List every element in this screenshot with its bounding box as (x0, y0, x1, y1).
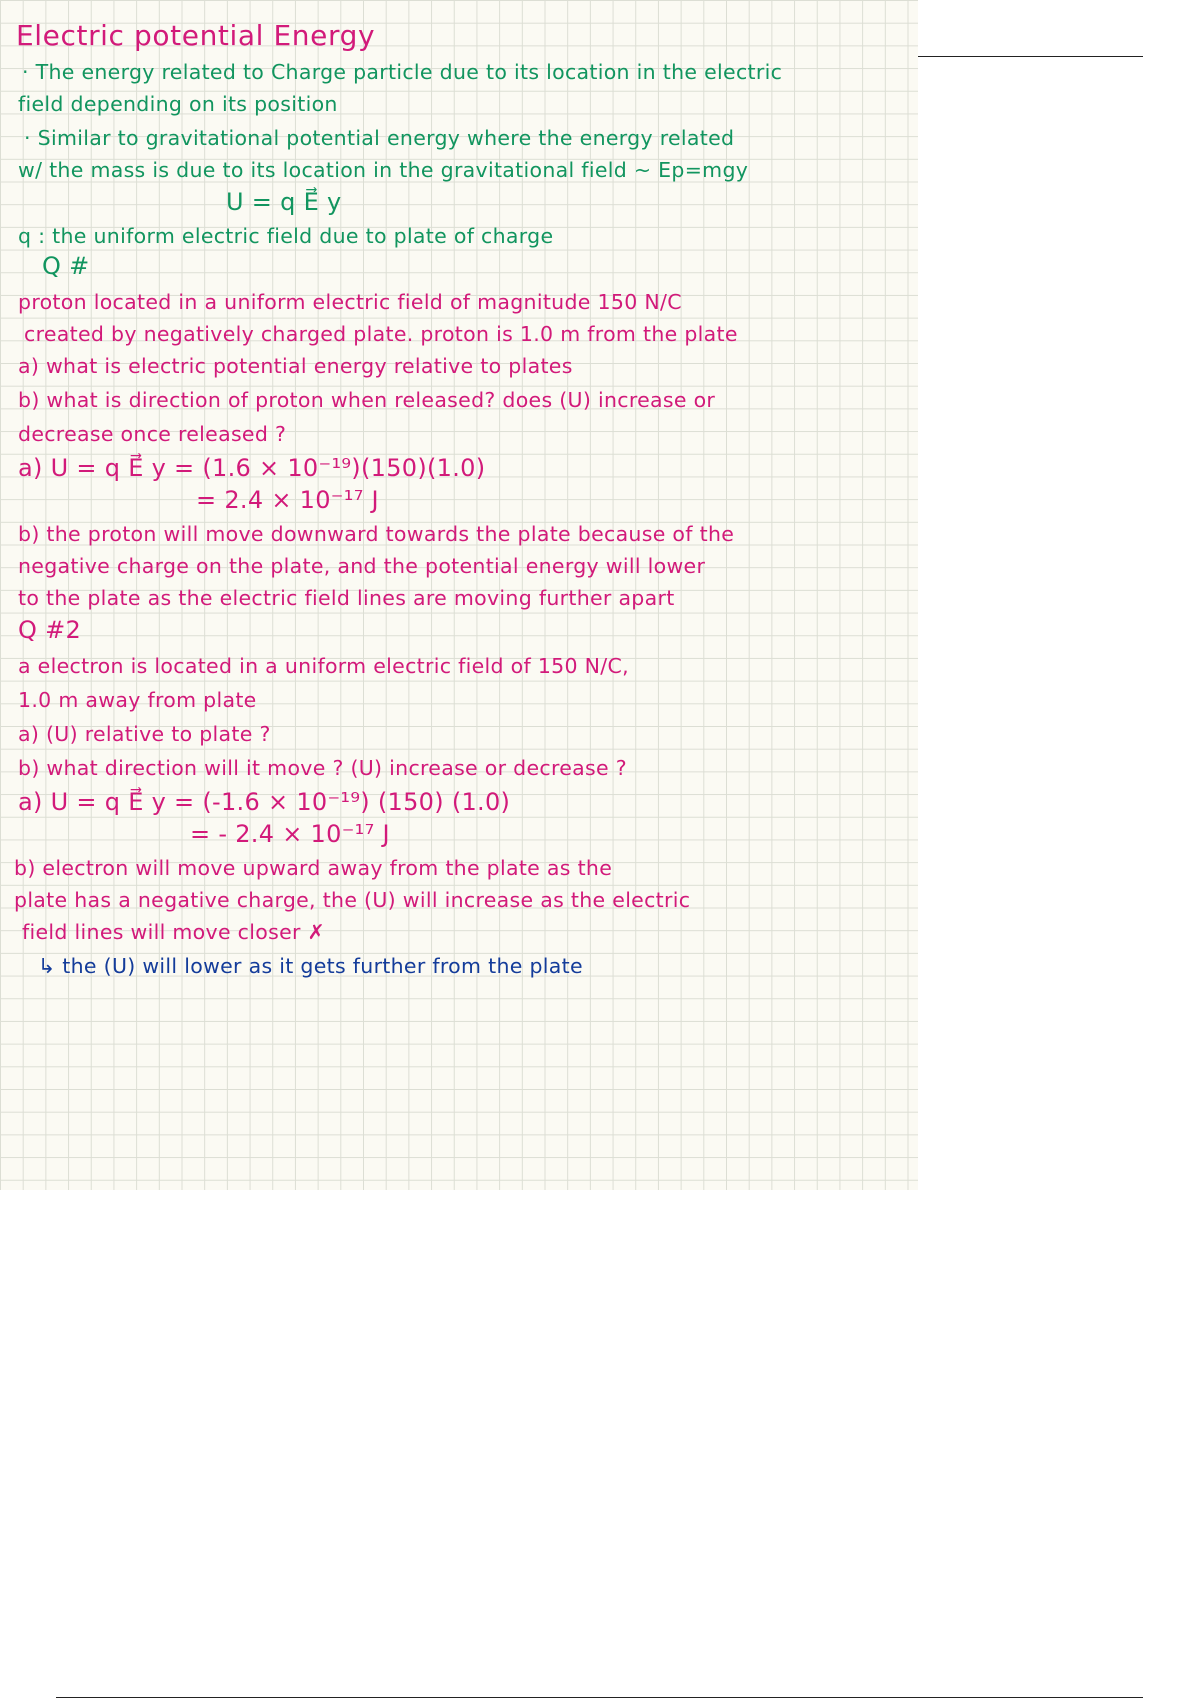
note-line: plate has a negative charge, the (U) will increase as the electric (14, 888, 691, 912)
note-line: field depending on its position (18, 92, 338, 116)
bottom-rule (56, 1697, 1143, 1698)
note-line: decrease once released ? (18, 422, 287, 446)
note-line: negative charge on the plate, and the potential energy will lower (18, 554, 706, 578)
formula: a) U = q E⃗ y = (1.6 × 10⁻¹⁹)(150)(1.0) (18, 454, 486, 482)
question-heading: Q # (42, 252, 90, 280)
correction-line: ↳ the (U) will lower as it gets further from the plate (38, 954, 583, 978)
note-line: b) what is direction of proton when released? does (U) increase or (18, 388, 716, 412)
formula-result: = - 2.4 × 10⁻¹⁷ J (190, 820, 390, 848)
note-line: w/ the mass is due to its location in the gravitational field ~ Ep=mgy (18, 158, 749, 182)
note-line: to the plate as the electric field lines are moving further apart (18, 586, 675, 610)
note-line: created by negatively charged plate. proton is 1.0 m from the plate (24, 322, 738, 346)
note-line: field lines will move closer ✗ (22, 920, 326, 944)
note-line: b) electron will move upward away from the plate as the (14, 856, 613, 880)
note-line: proton located in a uniform electric field of magnitude 150 N/C (18, 290, 682, 314)
formula: U = q E⃗ y (226, 188, 342, 216)
note-line: q : the uniform electric field due to plate of charge (18, 224, 554, 248)
formula: a) U = q E⃗ y = (-1.6 × 10⁻¹⁹) (150) (1.0) (18, 788, 511, 816)
note-line: b) the proton will move downward towards the plate because of the (18, 522, 735, 546)
note-line: a) (U) relative to plate ? (18, 722, 271, 746)
note-line: a) what is electric potential energy relative to plates (18, 354, 573, 378)
note-line: 1.0 m away from plate (18, 688, 257, 712)
page-title: Electric potential Energy (16, 19, 376, 52)
note-line: · Similar to gravitational potential energy where the energy related (24, 126, 735, 150)
note-line: b) what direction will it move ? (U) increase or decrease ? (18, 756, 627, 780)
top-rule (918, 56, 1143, 57)
note-line: a electron is located in a uniform electric field of 150 N/C, (18, 654, 629, 678)
formula-result: = 2.4 × 10⁻¹⁷ J (196, 486, 379, 514)
note-line: · The energy related to Charge particle due to its location in the electric (22, 60, 783, 84)
question-heading: Q #2 (18, 616, 82, 644)
